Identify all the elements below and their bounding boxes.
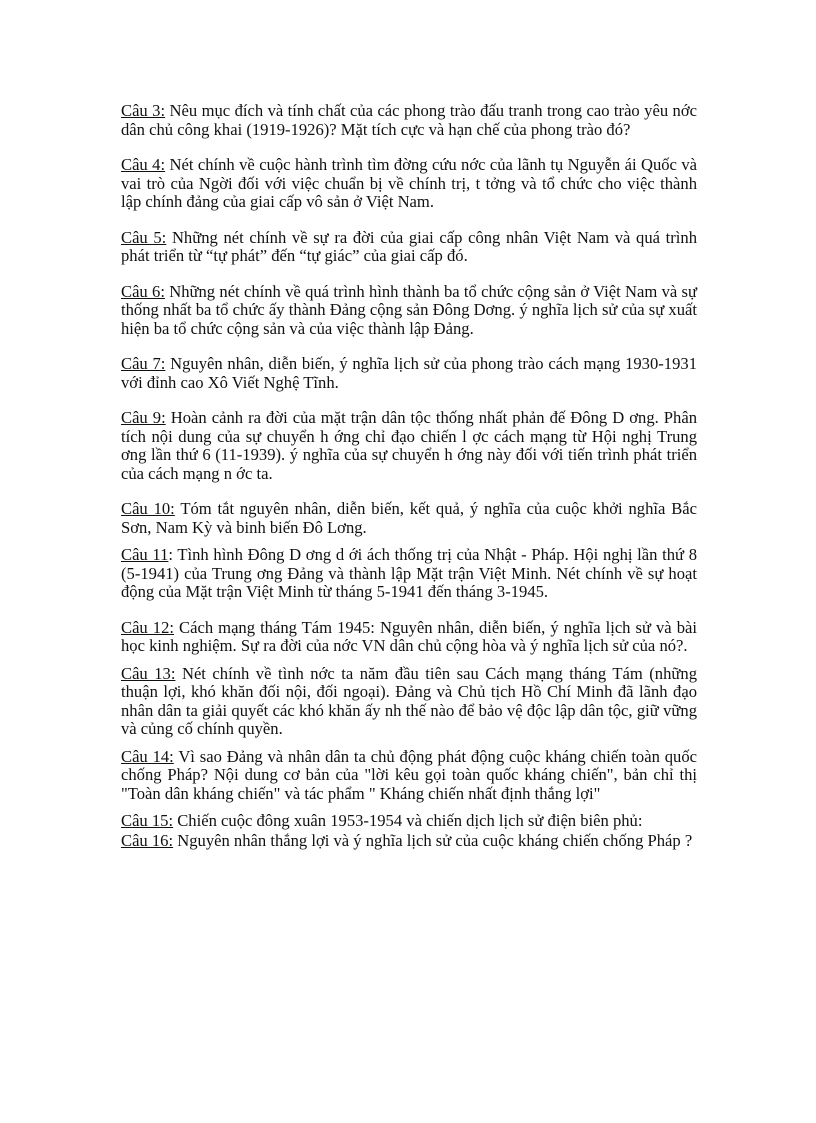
question-text: Tóm tắt nguyên nhân, diễn biến, kết quả, ý nghĩa của cuộc khởi nghĩa Bắc Sơn, Nam Kỳ và binh biến Đô Lơng. — [121, 499, 697, 537]
question-label: Câu 3: — [121, 101, 166, 120]
question-text: : Tình hình Đông D ơng d ới ách thống trị của Nhật - Pháp. Hội nghị lần thứ 8 (5-1941) của Trung ơng Đảng và thành lập Mặt trận Việt Minh. Nét chính về sự hoạt động của Mặt trận Việt Minh từ tháng 5-1941 đến tháng 3-1945. — [121, 545, 697, 601]
question-label: Câu 4: — [121, 155, 166, 174]
question-13 — [121, 665, 697, 739]
question-text: Cách mạng tháng Tám 1945: Nguyên nhân, diễn biến, ý nghĩa lịch sử và bài học kinh nghiệm. Sự ra đời của nớc VN dân chủ cộng hòa và ý nghĩa lịch sử của nó?. — [121, 617, 697, 655]
question-text: Chiến cuộc đông xuân 1953-1954 và chiến dịch lịch sử điện biên phủ: — [173, 811, 643, 830]
question-label: Câu 15: — [121, 811, 174, 830]
question-text: Hoàn cảnh ra đời của mặt trận dân tộc thống nhất phản đế Đông D ơng. Phân tích nội dung của sự chuyển h ớng chỉ đạo chiến l ợc cách mạng từ Hội nghị Trung ơng lần thứ 6 (11-1939). ý nghĩa của sự chuyển h ớng này đối với tiến trình phát triển của cách mạng n ớc ta. — [121, 408, 697, 483]
question-label: Câu 14: — [121, 746, 174, 766]
question-text: Nét chính về tình nớc ta năm đầu tiên sau Cách mạng tháng Tám (những thuận lợi, khó khăn đối nội, đối ngoại). Đảng và Chủ tịch Hồ Chí Minh đã lãnh đạo nhân dân ta giải quyết các khó khăn ấy nh thế nào để bảo vệ độc lập dân tộc, giữ vững và củng cố chính quyền. — [121, 663, 697, 738]
question-label: Câu 11 — [121, 545, 169, 564]
question-5 — [121, 229, 697, 266]
question-7 — [121, 355, 697, 392]
question-label: Câu 10: — [121, 499, 175, 518]
question-label: Câu 6: — [121, 281, 165, 301]
question-text: Nguyên nhân thắng lợi và ý nghĩa lịch sử của cuộc kháng chiến chống Pháp ? — [173, 830, 693, 850]
question-9 — [121, 409, 697, 483]
question-10 — [121, 500, 697, 537]
question-3 — [121, 102, 697, 139]
question-16 — [121, 832, 697, 851]
question-label: Câu 7: — [121, 354, 166, 373]
question-label: Câu 5: — [121, 227, 167, 247]
question-text: Nét chính về cuộc hành trình tìm đờng cứu nớc của lãnh tụ Nguyễn ái Quốc và vai trò của Ngời đối với việc chuẩn bị về chính trị, t tởng và tổ chức cho việc thành lập chính đảng của giai cấp vô sản ở Việt Nam. — [121, 155, 697, 211]
question-6 — [121, 283, 697, 339]
question-11 — [121, 546, 697, 602]
question-15 — [121, 812, 697, 831]
question-label: Câu 13: — [121, 663, 176, 683]
question-label: Câu 16: — [121, 830, 174, 850]
question-4 — [121, 156, 697, 212]
document-page — [121, 102, 697, 867]
question-text: Những nét chính về quá trình hình thành ba tổ chức cộng sản ở Việt Nam và sự thống nhất ba tổ chức ấy thành Đảng cộng sản Đông Dơng. ý nghĩa lịch sử của sự xuất hiện ba tổ chức cộng sản và của việc thành lập Đảng. — [121, 281, 697, 338]
question-label: Câu 9: — [121, 408, 166, 427]
question-label: Câu 12: — [121, 617, 174, 637]
question-text: Nêu mục đích và tính chất của các phong trào đấu tranh trong cao trào yêu nớc dân chủ công khai (1919-1926)? Mặt tích cực và hạn chế của phong trào đó? — [121, 101, 697, 139]
question-text: Nguyên nhân, diễn biến, ý nghĩa lịch sử của phong trào cách mạng 1930-1931 với đỉnh cao Xô Viết Nghệ Tĩnh. — [121, 354, 697, 392]
question-text: Những nét chính về sự ra đời của giai cấp công nhân Việt Nam và quá trình phát triển từ “tự phát” đến “tự giác” của giai cấp đó. — [121, 227, 697, 265]
question-12 — [121, 619, 697, 656]
question-text: Vì sao Đảng và nhân dân ta chủ động phát động cuộc kháng chiến toàn quốc chống Pháp? Nội dung cơ bản của "lời kêu gọi toàn quốc kháng chiến", bản chỉ thị "Toàn dân kháng chiến" và tác phẩm " Kháng chiến nhất định thắng lợi" — [121, 746, 697, 803]
question-14 — [121, 748, 697, 804]
